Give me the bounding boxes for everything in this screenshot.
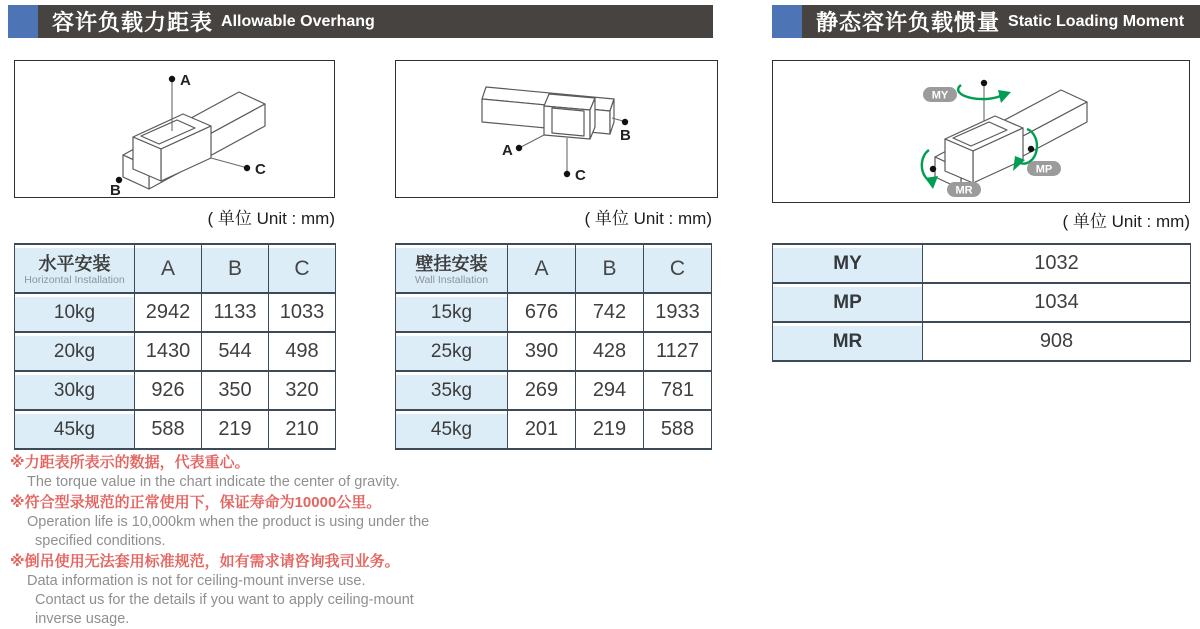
my-axis-dot (981, 80, 987, 86)
value-cell: 498 (269, 332, 336, 371)
value-cell: 390 (508, 332, 576, 371)
column-header-c: C (269, 244, 336, 293)
table-row (396, 371, 712, 410)
value-cell: 428 (576, 332, 644, 371)
moment-value-cell: 1034 (923, 283, 1191, 322)
load-cell: 45kg (15, 410, 135, 449)
table-title-cell (396, 244, 508, 293)
load-cell: 45kg (396, 410, 508, 449)
value-cell: 201 (508, 410, 576, 449)
wall-installation-table (395, 243, 711, 450)
carriage-block (945, 116, 1023, 183)
table-title-cell (15, 244, 135, 293)
note-3-en-line3: inverse usage. (35, 611, 130, 627)
table-row (15, 371, 336, 410)
load-cell: 25kg (396, 332, 508, 371)
unit-caption: ( 单位 Unit : mm) (584, 209, 712, 228)
note-3-en-line1: Data information is not for ceiling-mount inverse use. (27, 573, 366, 589)
value-cell: 219 (202, 410, 269, 449)
value-cell: 2942 (135, 293, 202, 332)
mp-badge-label: MP (1035, 163, 1053, 176)
load-cell: 10kg (15, 293, 135, 332)
table-row (396, 410, 712, 449)
point-a-label: A (502, 142, 513, 159)
moment-label-cell: MR (773, 322, 923, 361)
point-a-label: A (180, 72, 191, 89)
moment-label-cell: MY (773, 244, 923, 283)
note-1-en: The torque value in the chart indicate the center of gravity. (27, 474, 400, 490)
note-2-zh: ※符合型录规范的正常使用下，保证寿命为10000公里。 (10, 494, 382, 511)
note-2-en-line1: Operation life is 10,000km when the product is using under the (27, 514, 430, 530)
horizontal-installation-drawing (15, 61, 333, 196)
point-a-dot (516, 145, 522, 151)
point-b-label: B (620, 127, 631, 144)
point-a-dot (169, 76, 175, 82)
moment-label-cell: MP (773, 283, 923, 322)
table-row (773, 244, 1191, 283)
horizontal-installation-table (14, 243, 335, 450)
diagram-wall-installation (395, 60, 718, 198)
load-cell: 20kg (15, 332, 135, 371)
table-row (773, 322, 1191, 361)
header-accent-square (8, 5, 38, 38)
moment-value-cell: 908 (923, 322, 1191, 361)
mr-badge-label: MR (955, 184, 973, 197)
table-row (15, 410, 336, 449)
note-3-zh: ※倒吊使用无法套用标准规范，如有需求请咨询我司业务。 (10, 553, 400, 570)
unit-caption: ( 单位 Unit : mm) (207, 209, 335, 228)
value-cell: 676 (508, 293, 576, 332)
header-accent-square (772, 5, 802, 38)
value-cell: 1133 (202, 293, 269, 332)
header-title-en: Allowable Overhang (221, 12, 375, 30)
value-cell: 588 (644, 410, 712, 449)
note-3-en-line2: Contact us for the details if you want to apply ceiling-mount (35, 592, 414, 608)
table-title-en: Horizontal Installation (24, 274, 125, 286)
column-header-b: B (202, 244, 269, 293)
table-title-zh: 水平安装 (38, 254, 111, 274)
column-header-a: A (135, 244, 202, 293)
diagram-static-loading-moment (772, 60, 1190, 203)
table-row (15, 293, 336, 332)
table-row (773, 283, 1191, 322)
column-header-a: A (508, 244, 576, 293)
value-cell: 1933 (644, 293, 712, 332)
value-cell: 294 (576, 371, 644, 410)
point-b-label: B (110, 182, 121, 196)
value-cell: 210 (269, 410, 336, 449)
value-cell: 742 (576, 293, 644, 332)
value-cell: 544 (202, 332, 269, 371)
moment-drawing (773, 61, 1188, 201)
my-rotation-arrow (958, 85, 1004, 99)
mp-axis-dot (1028, 146, 1034, 152)
value-cell: 1430 (135, 332, 202, 371)
load-cell: 30kg (15, 371, 135, 410)
point-c-label: C (255, 161, 266, 178)
point-c-label: C (575, 167, 586, 184)
column-header-b: B (576, 244, 644, 293)
note-1-zh: ※力距表所表示的数据，代表重心。 (10, 454, 250, 471)
section-header-allowable-overhang (8, 5, 713, 38)
table-row (15, 332, 336, 371)
value-cell: 588 (135, 410, 202, 449)
value-cell: 320 (269, 371, 336, 410)
moment-value-cell: 1032 (923, 244, 1191, 283)
value-cell: 1127 (644, 332, 712, 371)
mr-axis-dot (930, 166, 936, 172)
section-header-static-loading-moment (772, 5, 1200, 38)
table-title-zh: 壁挂安装 (415, 254, 488, 274)
value-cell: 219 (576, 410, 644, 449)
value-cell: 269 (508, 371, 576, 410)
load-cell: 35kg (396, 371, 508, 410)
value-cell: 926 (135, 371, 202, 410)
value-cell: 1033 (269, 293, 336, 332)
my-badge-label: MY (931, 89, 949, 102)
table-title-en: Wall Installation (414, 274, 489, 286)
unit-caption: ( 单位 Unit : mm) (1062, 212, 1190, 231)
value-cell: 781 (644, 371, 712, 410)
mr-rotation-arrow (922, 150, 930, 181)
load-cell: 15kg (396, 293, 508, 332)
column-header-c: C (644, 244, 712, 293)
header-title-zh: 容许负载力距表 (52, 10, 214, 35)
carriage-block (544, 94, 595, 139)
point-b-dot (622, 119, 628, 125)
point-c-dot (564, 171, 570, 177)
static-loading-moment-table (772, 243, 1190, 362)
wall-installation-drawing (396, 61, 716, 196)
note-2-en-line2: specified conditions. (35, 533, 166, 549)
point-c-dot (244, 165, 250, 171)
footnotes (10, 452, 510, 629)
header-title-zh: 静态容许负载惯量 (816, 10, 1001, 35)
diagram-horizontal-installation (14, 60, 335, 198)
table-row (396, 332, 712, 371)
header-title-en: Static Loading Moment (1008, 12, 1185, 30)
table-row (396, 293, 712, 332)
value-cell: 350 (202, 371, 269, 410)
